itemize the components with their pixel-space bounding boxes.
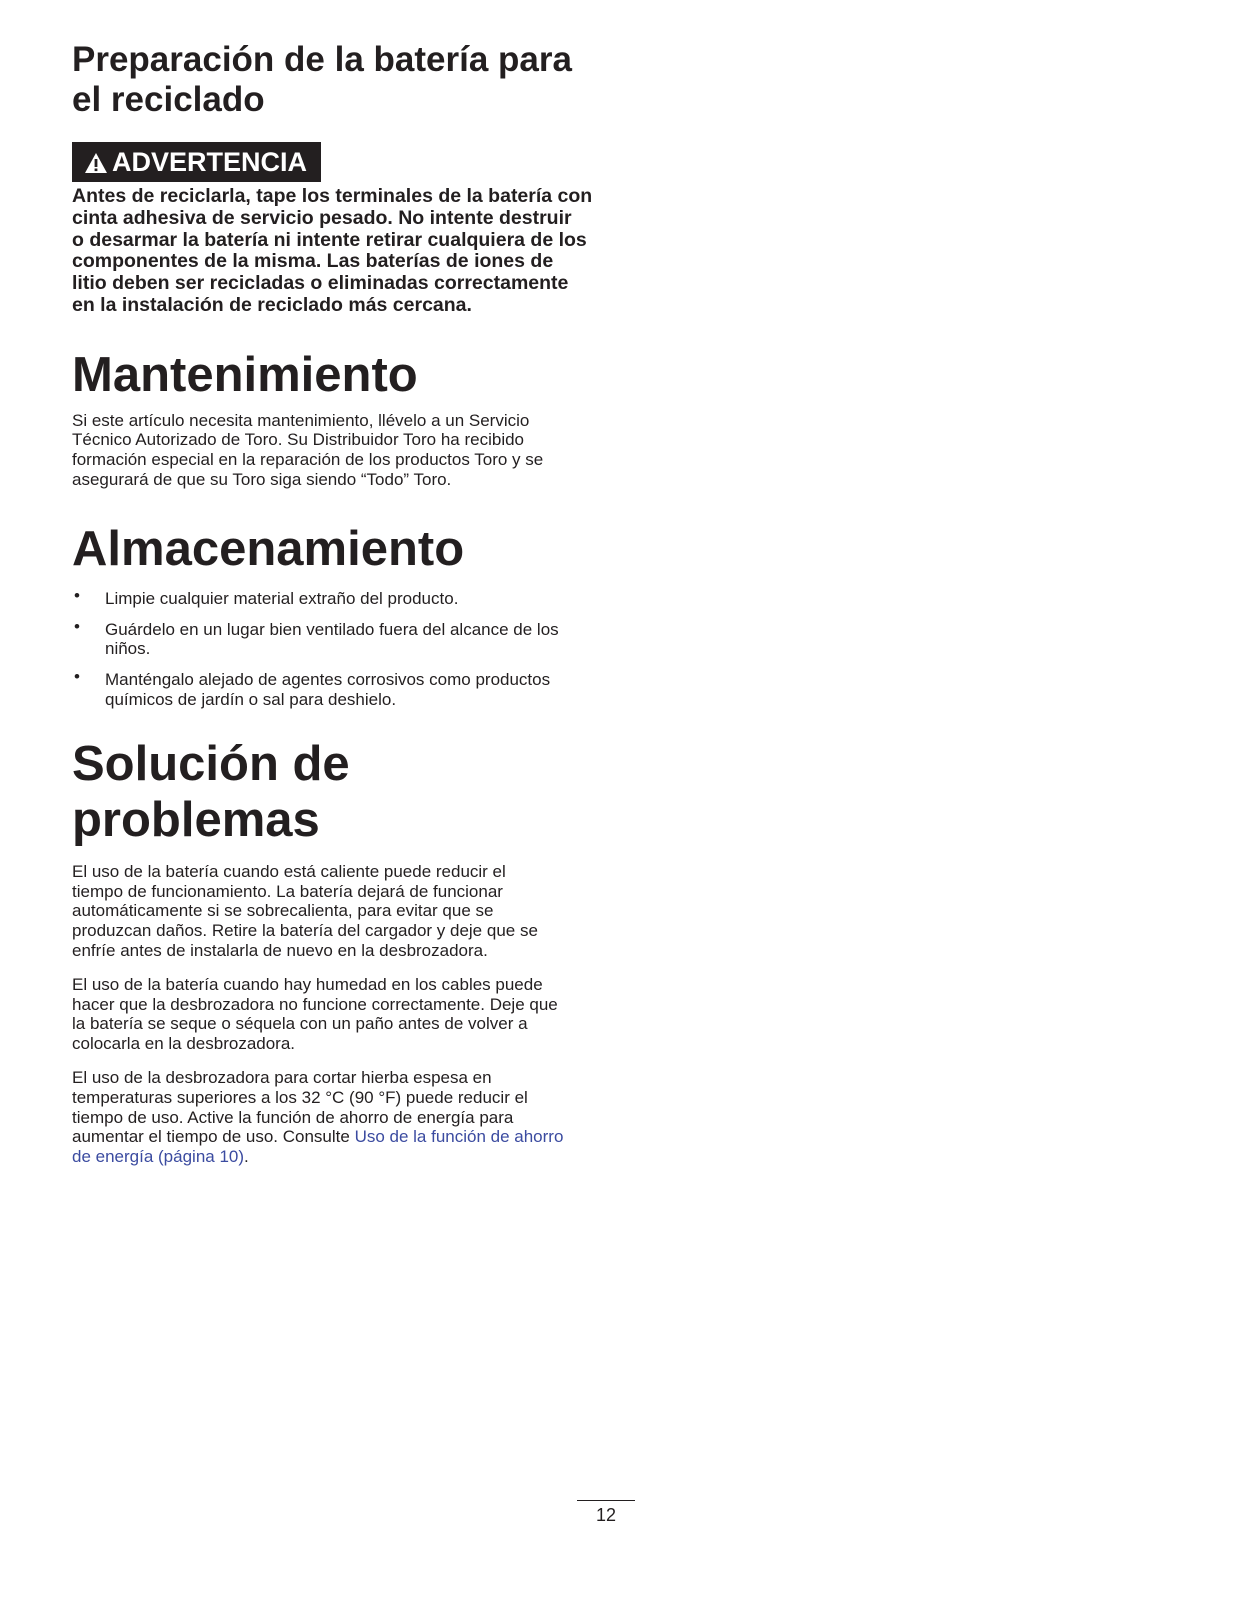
warning-line: Antes de reciclarla, tape los terminales de la batería con bbox=[72, 185, 593, 207]
maintenance-paragraph bbox=[72, 411, 602, 489]
recycling-title-line1: Preparación de la batería para bbox=[72, 40, 572, 79]
list-item bbox=[72, 666, 602, 709]
warning-line: litio deben ser recicladas o eliminadas correctamente bbox=[72, 272, 569, 295]
text-line: enfríe antes de instalarla de nuevo en la desbrozadora. bbox=[72, 940, 488, 960]
list-item-text: Manténgalo alejado de agentes corrosivos como productos bbox=[105, 669, 551, 689]
text-line: formación especial en la reparación de los productos Toro y se bbox=[72, 449, 544, 469]
bullet-icon: • bbox=[74, 666, 80, 686]
link-text[interactable]: de energía (página 10) bbox=[72, 1146, 245, 1166]
text-line: . bbox=[244, 1146, 249, 1166]
warning-text bbox=[72, 186, 602, 317]
text-line: El uso de la desbrozadora para cortar hierba espesa en bbox=[72, 1068, 492, 1088]
page-number: 12 bbox=[595, 1505, 617, 1525]
text-line: El uso de la batería cuando está caliente puede reducir el bbox=[72, 862, 506, 882]
text-line: aumentar el tiempo de uso. Consulte bbox=[72, 1127, 355, 1147]
text-line: tiempo de funcionamiento. La batería dejará de funcionar bbox=[72, 881, 503, 901]
text-line: Si este artículo necesita mantenimiento, llévelo a un Servicio bbox=[72, 410, 530, 430]
list-item-text: Limpie cualquier material extraño del producto. bbox=[105, 589, 459, 609]
warning-label-text: ADVERTENCIA bbox=[112, 147, 308, 177]
warning-line: o desarmar la batería ni intente retirar cualquiera de los bbox=[72, 228, 587, 251]
section-heading-storage: Almacenamiento bbox=[72, 522, 465, 577]
link-text[interactable]: Uso de la función de ahorro bbox=[354, 1127, 564, 1147]
text-line: automáticamente si se sobrecalienta, para evitar que se bbox=[72, 901, 494, 921]
storage-list bbox=[72, 586, 602, 709]
text-line: produzcan daños. Retire la batería del cargador y deje que se bbox=[72, 920, 538, 940]
page-footer bbox=[577, 1500, 635, 1527]
section-heading-maintenance: Mantenimiento bbox=[72, 347, 418, 402]
text-line: El uso de la batería cuando hay humedad en los cables puede bbox=[72, 975, 543, 995]
text-line: colocarla en la desbrozadora. bbox=[72, 1033, 296, 1053]
text-line: la batería se seque o séquela con un paño antes de volver a bbox=[72, 1014, 528, 1034]
text-line: asegurará de que su Toro siga siendo “Todo” Toro. bbox=[72, 469, 452, 489]
text-line: temperaturas superiores a los 32 °C (90 °F) puede reducir el bbox=[72, 1088, 528, 1108]
text-line: hacer que la desbrozadora no funcione correctamente. Deje que bbox=[72, 994, 558, 1014]
section-heading-recycling bbox=[72, 40, 602, 120]
warning-line: cinta adhesiva de servicio pesado. No intente destruir bbox=[72, 206, 572, 229]
warning-line: componentes de la misma. Las baterías de iones de bbox=[72, 250, 554, 273]
footer-rule bbox=[577, 1500, 635, 1501]
text-line: Técnico Autorizado de Toro. Su Distribuidor Toro ha recibido bbox=[72, 430, 525, 450]
warning-line: en la instalación de reciclado más cercana. bbox=[72, 293, 472, 316]
list-item bbox=[72, 586, 602, 609]
troubleshooting-paragraph-3 bbox=[72, 1068, 602, 1166]
list-item-text: Guárdelo en un lugar bien ventilado fuera del alcance de los bbox=[105, 619, 559, 639]
recycling-title-line2: el reciclado bbox=[72, 80, 265, 119]
text-line: tiempo de uso. Active la función de ahorro de energía para bbox=[72, 1107, 514, 1127]
troubleshooting-paragraph-2 bbox=[72, 975, 602, 1053]
page-content bbox=[72, 40, 602, 1166]
bullet-icon: • bbox=[74, 616, 80, 636]
list-item-text: químicos de jardín o sal para deshielo. bbox=[105, 689, 397, 709]
warning-label-box bbox=[72, 142, 321, 182]
warning-triangle-icon bbox=[84, 152, 108, 174]
list-item bbox=[72, 616, 602, 659]
troubleshooting-paragraph-1 bbox=[72, 862, 602, 960]
bullet-icon: • bbox=[74, 586, 80, 606]
list-item-text: niños. bbox=[105, 639, 151, 659]
section-heading-troubleshooting: Solución de problemas bbox=[72, 737, 350, 848]
